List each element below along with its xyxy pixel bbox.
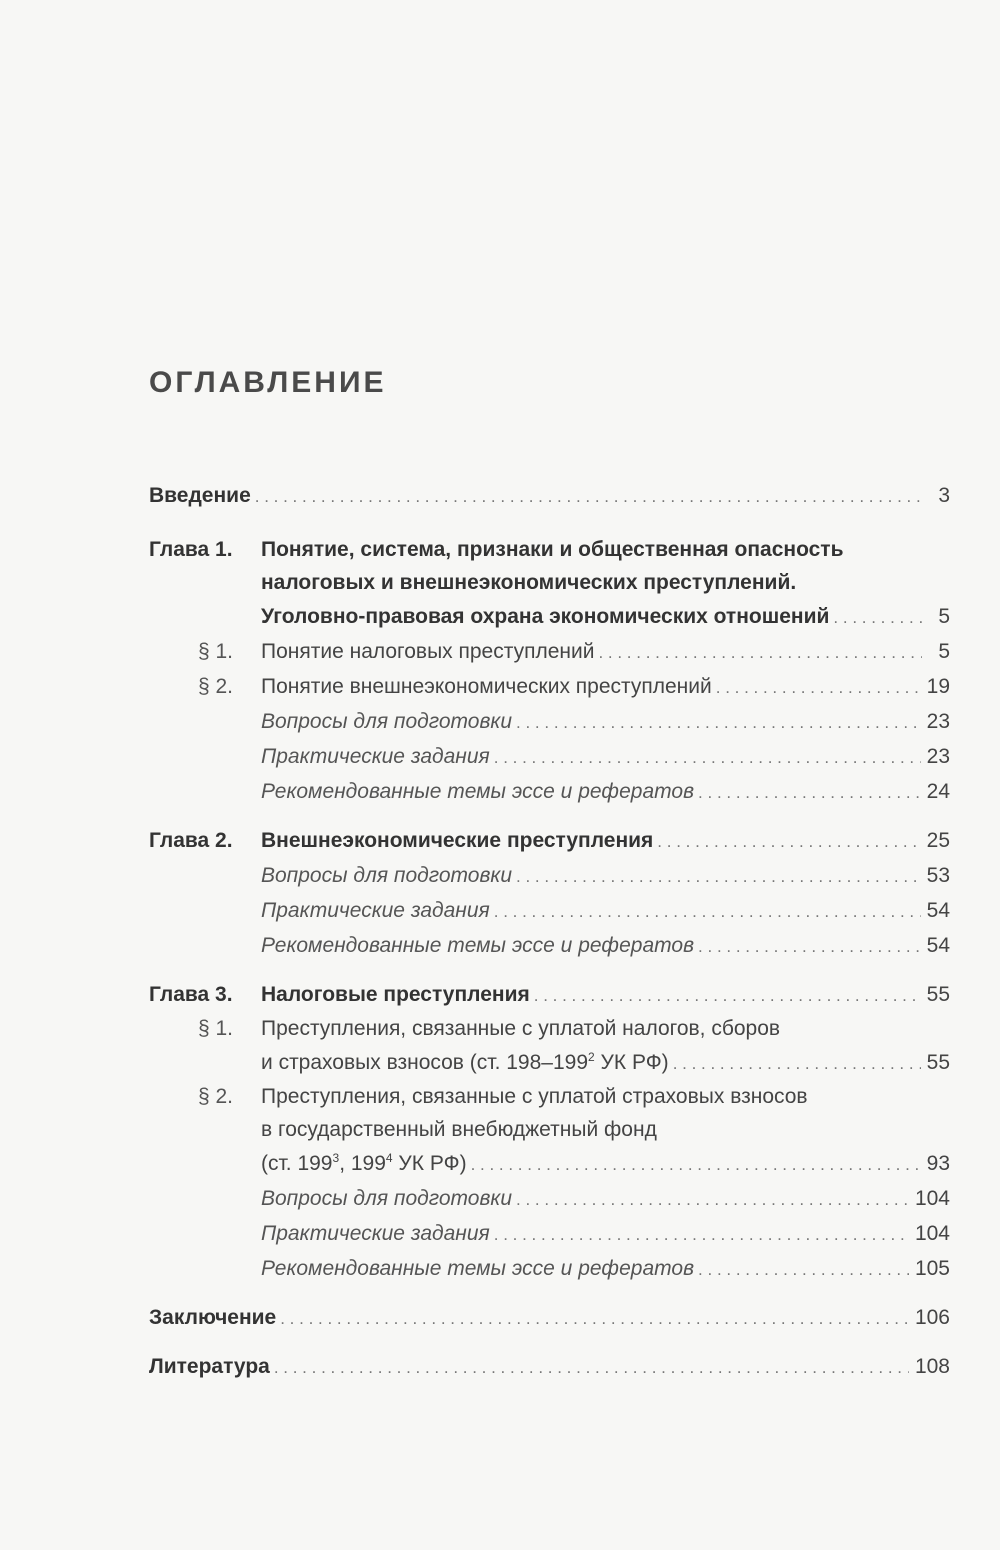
page-number: 25 [926, 829, 950, 852]
toc-ch3-practice[interactable] [149, 1216, 950, 1251]
toc-entry-text: Заключение [149, 1306, 277, 1329]
page-number: 54 [926, 934, 950, 957]
section-title-line: и страховых взносов (ст. $198-199^2$ УК РФ) [261, 1050, 669, 1074]
chapter-label: Глава 2. [149, 829, 233, 852]
toc-section-3-2-line3[interactable] [149, 1146, 950, 1181]
page-title: ОГЛАВЛЕНИЕ [149, 366, 387, 399]
dot-leader [280, 1301, 909, 1336]
dot-leader [698, 929, 921, 964]
toc-section-3-2-line2[interactable] [149, 1113, 950, 1146]
dot-leader [833, 600, 922, 635]
dot-leader [673, 1046, 921, 1081]
toc-chapter-1-line3[interactable] [149, 599, 950, 634]
section-label: § 1. [197, 640, 233, 663]
dot-leader [274, 1350, 909, 1385]
dot-leader [716, 670, 921, 705]
chapter-title-line: Внешнеэкономические преступления [261, 829, 654, 852]
toc-ch1-topics[interactable] [149, 774, 950, 809]
dot-leader [516, 1182, 909, 1217]
page-number: 3 [938, 484, 950, 507]
section-title-line: Преступления, связанные с уплатой налогов, сборов [261, 1017, 781, 1040]
page-number: 93 [926, 1152, 950, 1175]
toc-ch3-questions[interactable] [149, 1181, 950, 1216]
toc-chapter-3[interactable] [149, 977, 950, 1012]
section-label: § 2. [197, 1085, 233, 1108]
dot-leader [698, 775, 921, 810]
section-title: Понятие налоговых преступлений [261, 640, 595, 663]
table-of-contents [149, 478, 950, 1384]
toc-section-1-1[interactable] [149, 634, 950, 669]
toc-section-1-2[interactable] [149, 669, 950, 704]
toc-chapter-1-line2[interactable] [149, 566, 950, 599]
toc-entry-literature[interactable] [149, 1349, 950, 1384]
page-number: 5 [938, 640, 950, 663]
chapter-title-line: Налоговые преступления [261, 983, 530, 1006]
chapter-title-line: Уголовно-правовая охрана экономических отношений [261, 605, 830, 628]
toc-ch2-practice[interactable] [149, 893, 950, 928]
subentry-title: Рекомендованные темы эссе и рефератов [261, 780, 695, 803]
chapter-label: Глава 3. [149, 983, 233, 1006]
page-number: 106 [914, 1306, 950, 1329]
dot-leader [494, 740, 921, 775]
page-number: 108 [914, 1355, 950, 1378]
subentry-title: Вопросы для подготовки [261, 864, 513, 887]
chapter-label: Глава 1. [149, 538, 233, 561]
page-number: 104 [914, 1187, 950, 1210]
dot-leader [494, 894, 921, 929]
dot-leader [516, 859, 921, 894]
toc-chapter-1-line1[interactable] [149, 533, 950, 566]
page-number: 53 [926, 864, 950, 887]
toc-entry-conclusion[interactable] [149, 1300, 950, 1335]
section-label: § 1. [197, 1017, 233, 1040]
toc-ch2-topics[interactable] [149, 928, 950, 963]
dot-leader [471, 1147, 921, 1182]
page-number: 24 [926, 780, 950, 803]
section-label: § 2. [197, 675, 233, 698]
dot-leader [657, 824, 920, 859]
page-number: 23 [926, 710, 950, 733]
subentry-title: Рекомендованные темы эссе и рефератов [261, 934, 695, 957]
page-number: 19 [926, 675, 950, 698]
toc-entry-intro[interactable] [149, 478, 950, 513]
subentry-title: Рекомендованные темы эссе и рефератов [261, 1257, 695, 1280]
page-number: 54 [926, 899, 950, 922]
toc-ch2-questions[interactable] [149, 858, 950, 893]
toc-ch1-practice[interactable] [149, 739, 950, 774]
page-number: 23 [926, 745, 950, 768]
dot-leader [598, 635, 922, 670]
dot-leader [255, 479, 922, 514]
page-number: 55 [926, 983, 950, 1006]
subentry-title: Вопросы для подготовки [261, 710, 513, 733]
toc-chapter-2[interactable] [149, 823, 950, 858]
toc-entry-text: Литература [149, 1355, 270, 1378]
section-title-line: в государственный внебюджетный фонд [261, 1118, 657, 1141]
chapter-title-line: налоговых и внешнеэкономических преступлений. [261, 571, 797, 594]
toc-ch3-topics[interactable] [149, 1251, 950, 1286]
toc-ch1-questions[interactable] [149, 704, 950, 739]
toc-section-3-1-line2[interactable] [149, 1045, 950, 1080]
dot-leader [516, 705, 921, 740]
subentry-title: Практические задания [261, 1222, 490, 1245]
dot-leader [494, 1217, 909, 1252]
page-number: 5 [938, 605, 950, 628]
dot-leader [698, 1252, 909, 1287]
subentry-title: Практические задания [261, 745, 490, 768]
toc-section-3-1-line1[interactable] [149, 1012, 950, 1045]
toc-entry-text: Введение [149, 484, 251, 507]
dot-leader [534, 978, 921, 1013]
toc-section-3-2-line1[interactable] [149, 1080, 950, 1113]
page-number: 55 [926, 1051, 950, 1074]
section-title-line: (ст. $199^3$, $199^4$ УК РФ) [261, 1151, 467, 1175]
subentry-title: Вопросы для подготовки [261, 1187, 513, 1210]
section-title: Понятие внешнеэкономических преступлений [261, 675, 712, 698]
page-number: 104 [914, 1222, 950, 1245]
chapter-title-line: Понятие, система, признаки и общественная опасность [261, 538, 844, 561]
section-title-line: Преступления, связанные с уплатой страховых взносов [261, 1085, 808, 1108]
subentry-title: Практические задания [261, 899, 490, 922]
page-number: 105 [914, 1257, 950, 1280]
